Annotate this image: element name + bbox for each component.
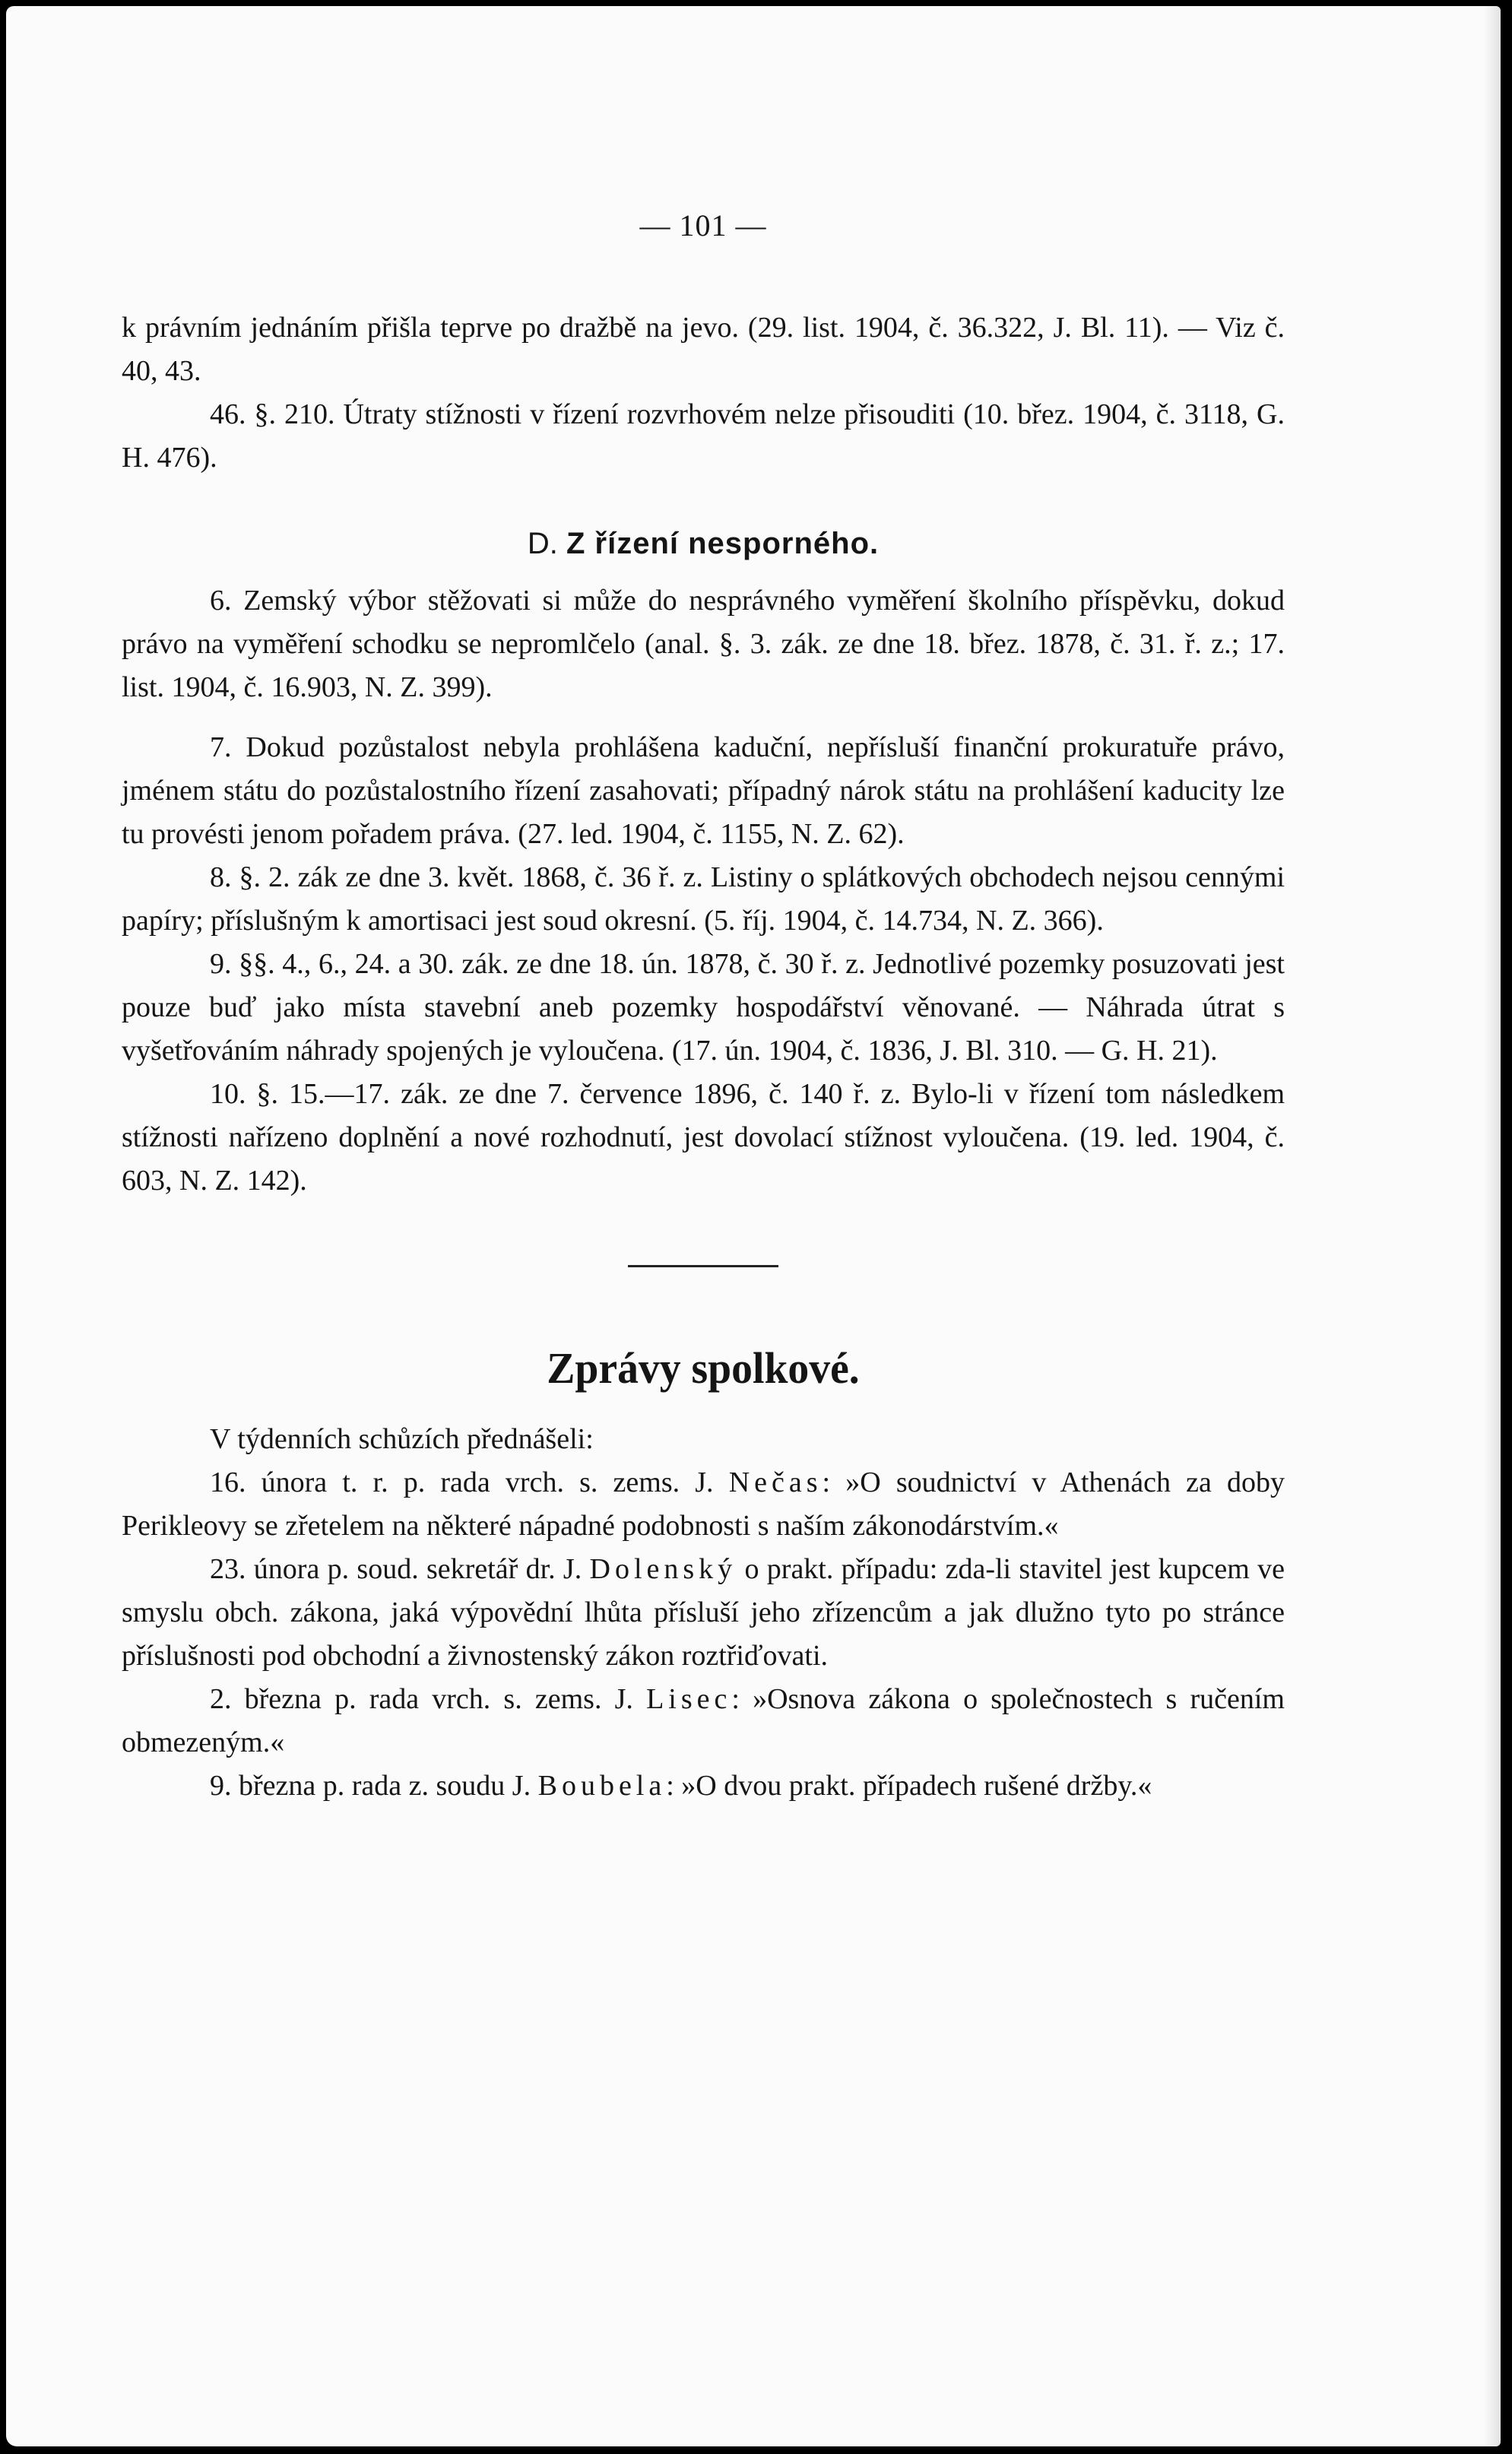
section-prefix: D. — [527, 527, 558, 560]
section-title: Z řízení nesporného. — [566, 527, 880, 560]
talk-date-speaker: 23. února p. soud. sekretář dr. J. — [210, 1553, 582, 1585]
item-9-paragraph: 9. §§. 4., 6., 24. a 30. zák. ze dne 18. ún. 1878, č. 30 ř. z. Jednotlivé pozemky posuzovati jest pouze buď jako místa stavební aneb pozemky hospodářství věnované. — Náhrada útrat s vyšetřováním náhrady spojených je vyloučena. (17. ún. 1904, č. 1836, J. Bl. 310. — G. H. 21). — [122, 948, 1285, 1067]
talk-topic: : »O dvou prakt. případech rušené držby.« — [666, 1770, 1152, 1802]
page-number: — 101 — — [639, 208, 767, 243]
section-heading-d — [122, 522, 1285, 566]
item-6-paragraph: 6. Zemský výbor stěžovati si může do nesprávného vyměření školního příspěvku, dokud právo na vyměření schodku se nepromlčelo (anal. §. 3. zák. ze dne 18. břez. 1878, č. 31. ř. z.; 17. list. 1904, č. 16.903, N. Z. 399). — [122, 585, 1285, 703]
talk-speaker-name: Nečas — [728, 1466, 823, 1498]
talk-item-4 — [122, 1764, 1285, 1808]
scanned-page — [6, 6, 1501, 2446]
divider-wrap — [122, 1265, 1285, 1267]
talk-topic: : »O soudnictví v Athenách za doby Perikleovy se zřetelem na některé nápadné podobnosti s naším zákonodárstvím.« — [122, 1466, 1285, 1542]
talk-item-1 — [122, 1461, 1285, 1548]
talk-date-speaker: 2. března p. rada vrch. s. zems. J. — [210, 1683, 633, 1715]
talk-topic: o prakt. případu: zda-li stavitel jest kupcem ve smyslu obch. zákona, jaká výpovědní lhůta přísluší jeho zřízencům a jak dlužno tyto po stránce příslušnosti pod obchodní a živnostenský zákon roztřiďovati. — [122, 1553, 1285, 1672]
continued-paragraph: k právním jednáním přišla teprve po dražbě na jevo. (29. list. 1904, č. 36.322, J. Bl. 11). — Viz č. 40, 43. — [122, 312, 1285, 387]
talk-item-3 — [122, 1678, 1285, 1764]
item-8-paragraph: 8. §. 2. zák ze dne 3. květ. 1868, č. 36 ř. z. Listiny o splátkových obchodech nejsou cennými papíry; příslušným k amortisaci jest soud okresní. (5. říj. 1904, č. 14.734, N. Z. 366). — [122, 861, 1285, 937]
talk-speaker-name: Boubela — [537, 1770, 667, 1802]
talk-item-2 — [122, 1548, 1285, 1678]
item-7-paragraph: 7. Dokud pozůstalost nebyla prohlášena kaduční, nepřísluší finanční prokuratuře právo, jménem státu do pozůstalostního řízení zasahovati; případný nárok státu na prohlášení kaducity lze tu provésti jenom pořadem práva. (27. led. 1904, č. 1155, N. Z. 62). — [122, 731, 1285, 850]
talk-speaker-name: Lisec — [646, 1683, 732, 1715]
talk-speaker-name: Dolenský — [589, 1553, 737, 1585]
item-46-paragraph: 46. §. 210. Útraty stížnosti v řízení rozvrhovém nelze přisouditi (10. břez. 1904, č. 3118, G. H. 476). — [122, 398, 1285, 474]
page-text — [122, 181, 1285, 1808]
talk-date-speaker: 9. března p. rada z. soudu J. — [210, 1770, 531, 1802]
section-divider — [628, 1265, 778, 1267]
talk-date-speaker: 16. února t. r. p. rada vrch. s. zems. J. — [210, 1466, 714, 1498]
scan-edge-shadow — [1484, 6, 1501, 2446]
talk-topic: : »Osnova zákona o společnostech s ručením obmezeným.« — [122, 1683, 1285, 1758]
club-news-title: Zprávy spolkové. — [547, 1343, 860, 1393]
item-10-paragraph: 10. §. 15.—17. zák. ze dne 7. července 1896, č. 140 ř. z. Bylo-li v řízení tom následkem stížnosti nařízeno doplnění a nové rozhodnutí, jest dovolací stížnost vyloučena. (19. led. 1904, č. 603, N. Z. 142). — [122, 1078, 1285, 1197]
club-news-intro: V týdenních schůzích přednášeli: — [210, 1423, 594, 1455]
